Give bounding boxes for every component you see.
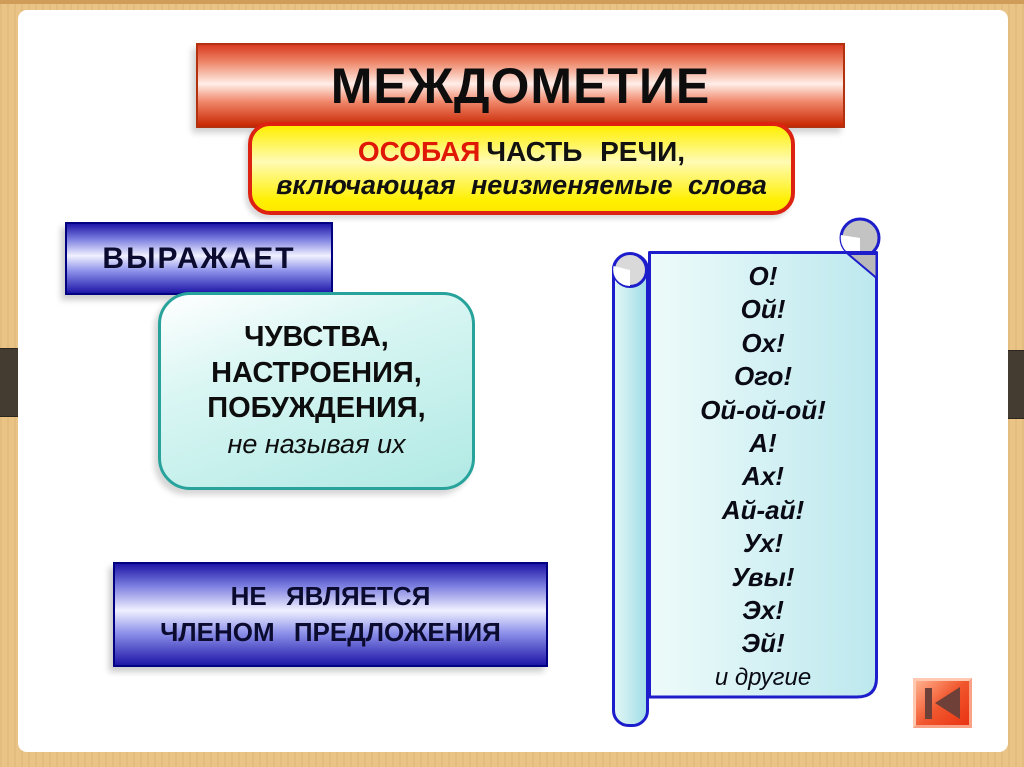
expresses-label: ВЫРАЖАЕТ xyxy=(102,241,296,275)
title-banner xyxy=(196,43,845,128)
examples-footer: и другие xyxy=(714,663,812,691)
example-item: Увы! xyxy=(731,561,795,592)
examples-scroll xyxy=(608,216,900,740)
example-item: Ух! xyxy=(742,528,784,559)
not-member-box xyxy=(113,562,548,667)
definition-highlight: ОСОБАЯ xyxy=(357,136,481,168)
example-item: Эй! xyxy=(741,628,785,659)
feelings-line: ПОБУЖДЕНИЯ, xyxy=(207,392,426,425)
example-item: А! xyxy=(749,428,777,459)
slide-canvas xyxy=(18,10,1008,752)
scroll-left-roll xyxy=(614,255,648,726)
feelings-line: НАСТРОЕНИЯ, xyxy=(211,356,422,389)
skip-to-start-icon xyxy=(925,687,960,719)
feelings-note: не называя их xyxy=(227,428,406,459)
example-item: О! xyxy=(748,261,778,291)
expresses-box xyxy=(65,222,333,295)
example-item: Ах! xyxy=(742,461,784,492)
not-member-line-2: ЧЛЕНОМ ПРЕДЛОЖЕНИЯ xyxy=(160,616,501,647)
page-title: МЕЖДОМЕТИЕ xyxy=(330,57,711,114)
example-item: Ой-ой-ой! xyxy=(700,394,826,425)
example-item: Ай-ай! xyxy=(721,494,805,525)
not-member-line-1: НЕ ЯВЛЯЕТСЯ xyxy=(230,581,431,612)
right-edge-dark-bar xyxy=(1008,350,1024,419)
definition-line-1 xyxy=(358,134,685,169)
example-item: Ого! xyxy=(734,361,792,392)
definition-line-2: включающая неизменяемые слова xyxy=(276,170,767,201)
wood-frame-top-edge xyxy=(0,0,1024,4)
feelings-box xyxy=(158,292,475,490)
definition-line-1-rest: ЧАСТЬ РЕЧИ, xyxy=(486,136,686,168)
left-edge-dark-bar xyxy=(0,348,18,417)
example-item: Эх! xyxy=(742,595,784,626)
examples-list xyxy=(648,260,878,694)
back-to-start-button[interactable] xyxy=(913,678,972,728)
feelings-line: ЧУВСТВА, xyxy=(244,321,389,354)
example-item: Ох! xyxy=(741,327,785,358)
definition-box xyxy=(248,122,795,215)
example-item: Ой! xyxy=(740,294,786,325)
